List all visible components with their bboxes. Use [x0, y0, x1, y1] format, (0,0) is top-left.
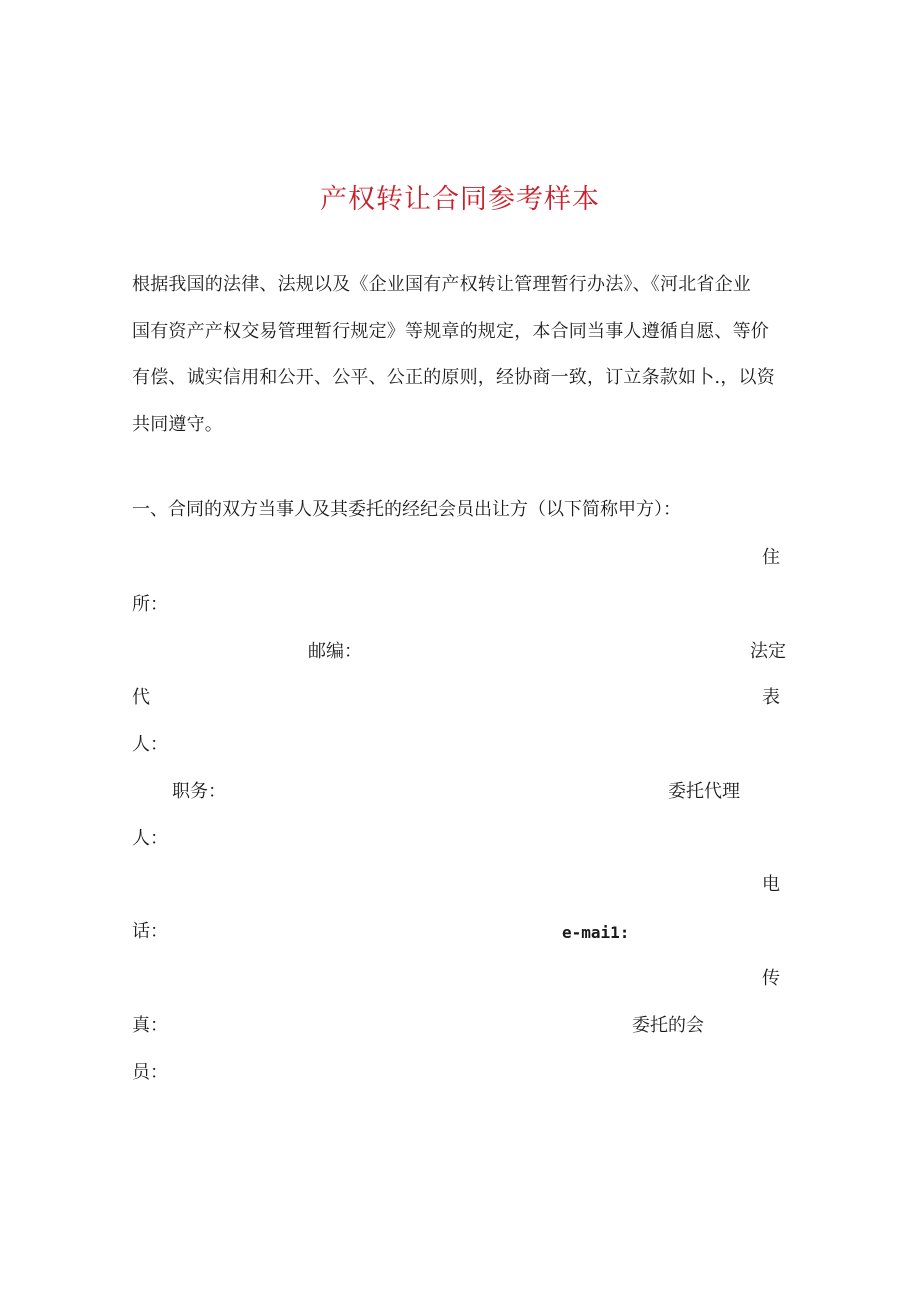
legal-rep-label-part1: 法定: [750, 641, 786, 662]
intro-paragraph: [132, 262, 792, 448]
phone-label-part2: 话：: [132, 921, 168, 942]
intro-line: 有偿、诚实信用和公开、公平、公正的原则，经协商一致，订立条款如卜.，以资: [132, 367, 775, 388]
intro-line: 根据我国的法律、法规以及《企业国有产权转让管理暂行办法》、《河北省企业: [132, 274, 751, 295]
fax-label-part1: 传: [762, 968, 780, 989]
address-label-part1: 住: [762, 547, 780, 568]
member-label-part2: 员：: [132, 1062, 168, 1083]
intro-line: 共同遵守。: [132, 413, 223, 435]
address-label-part2: 所：: [132, 594, 168, 615]
email-label: e-mai1:: [562, 923, 630, 942]
document-title: 产权转让合同参考样本: [320, 184, 600, 215]
fax-label-part2: 真：: [132, 1015, 168, 1036]
legal-rep-label-part2: 代: [132, 687, 150, 708]
legal-rep-label-part3: 表: [762, 687, 780, 708]
phone-label-part1: 电: [762, 874, 780, 895]
section-one-heading: 一、合同的双方当事人及其委托的经纪会员出让方（以下简称甲方）：: [132, 499, 681, 520]
legal-rep-label-part4: 人：: [132, 734, 168, 755]
postcode-label: 邮编：: [308, 641, 362, 662]
agent-label-part1: 委托代理: [668, 781, 740, 802]
position-label: 职务：: [172, 781, 226, 802]
agent-label-part2: 人：: [132, 828, 168, 849]
member-label-part1: 委托的会: [632, 1015, 704, 1036]
intro-line: 国有资产产权交易管理暂行规定》等规章的规定，本合同当事人遵循自愿、等价: [132, 320, 769, 342]
